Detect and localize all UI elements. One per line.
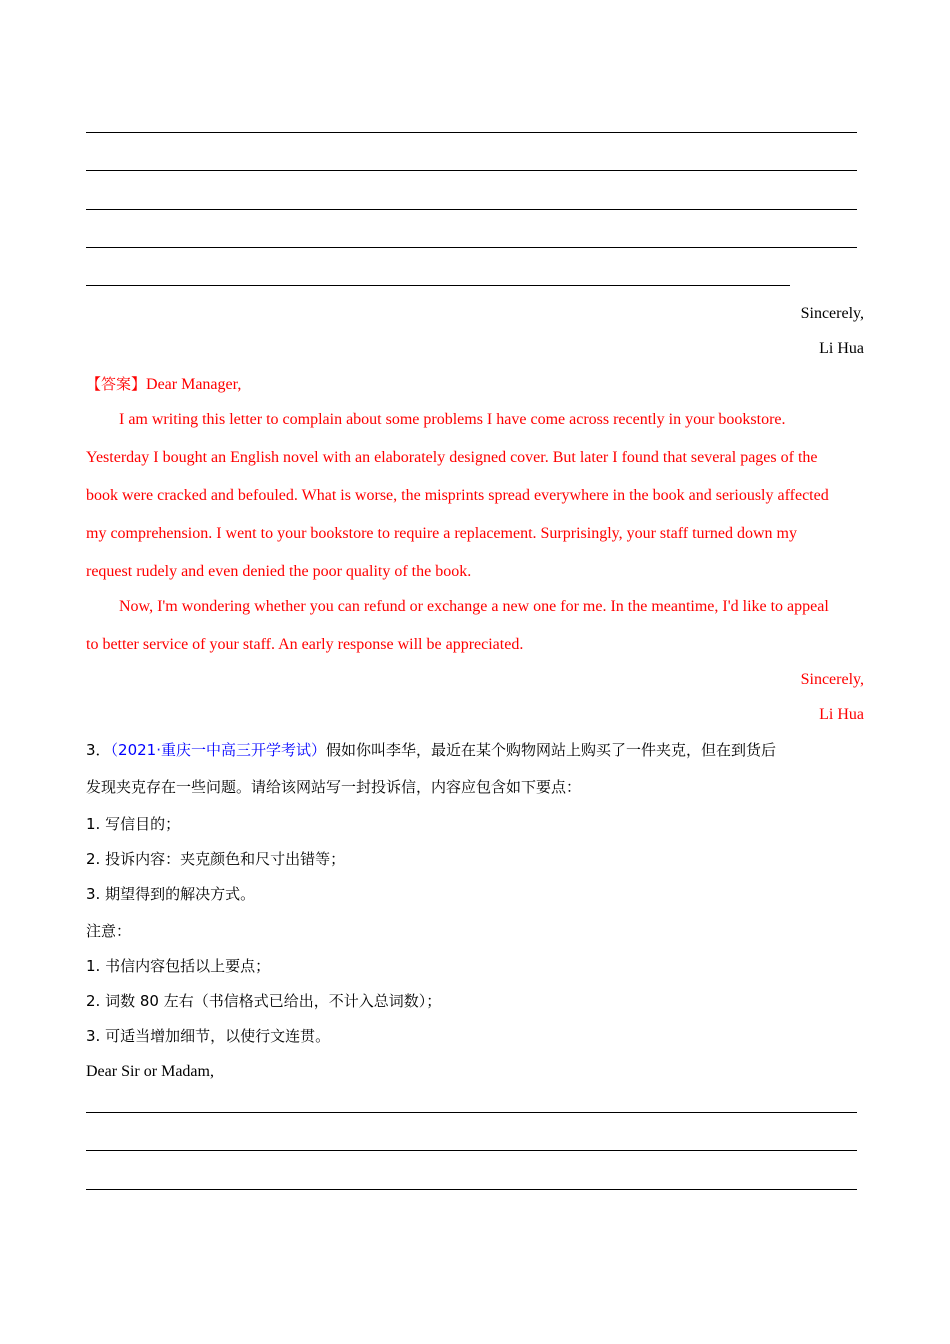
note-item: 1. 书信内容包括以上要点； xyxy=(86,957,271,975)
answer-label: 【答案】 xyxy=(86,375,147,393)
question-source: （2021·重庆一中高三开学考试） xyxy=(110,741,326,759)
question-3-prompt xyxy=(86,740,864,761)
writing-line xyxy=(86,1150,857,1151)
answer-closing: Sincerely, xyxy=(800,671,864,688)
question-point: 3. 期望得到的解决方式。 xyxy=(86,885,256,903)
question-number: 3． xyxy=(86,741,111,759)
letter-salutation: Dear Sir or Madam, xyxy=(86,1063,214,1080)
answer-salutation: Dear Manager, xyxy=(146,376,242,393)
question-prompt-line: 发现夹克存在一些问题。请给该网站写一封投诉信，内容应包含如下要点： xyxy=(86,778,582,796)
answer-paragraph-line: I am writing this letter to complain about some problems I have come across recently in your bookstore. xyxy=(119,411,786,428)
writing-line xyxy=(86,132,857,133)
answer-paragraph-line: Yesterday I bought an English novel with an elaborately designed cover. But later I found that several pages of the xyxy=(86,449,818,466)
question-point: 2. 投诉内容：夹克颜色和尺寸出错等； xyxy=(86,850,346,868)
writing-line xyxy=(86,1112,857,1113)
notes-label: 注意： xyxy=(86,922,132,940)
answer-paragraph-line: book were cracked and befouled. What is worse, the misprints spread everywhere in the book and seriously affected xyxy=(86,487,829,504)
prior-letter-signature: Li Hua xyxy=(819,340,864,357)
answer-signature: Li Hua xyxy=(819,706,864,723)
prior-letter-closing: Sincerely, xyxy=(800,305,864,322)
writing-line xyxy=(86,209,857,210)
answer-heading xyxy=(86,374,864,395)
note-item: 3. 可适当增加细节，以使行文连贯。 xyxy=(86,1027,331,1045)
answer-paragraph-line: my comprehension. I went to your bookstore to require a replacement. Surprisingly, your staff turned down my xyxy=(86,525,797,542)
answer-paragraph-line: to better service of your staff. An early response will be appreciated. xyxy=(86,636,524,653)
writing-line xyxy=(86,285,790,286)
writing-line xyxy=(86,247,857,248)
writing-line xyxy=(86,170,857,171)
answer-paragraph-line: Now, I'm wondering whether you can refund or exchange a new one for me. In the meantime, I'd like to appeal xyxy=(119,598,829,615)
note-item: 2. 词数 80 左右（书信格式已给出，不计入总词数）； xyxy=(86,992,442,1010)
question-point: 1. 写信目的； xyxy=(86,815,181,833)
question-prompt-line: 假如你叫李华，最近在某个购物网站上购买了一件夹克，但在到货后 xyxy=(326,741,777,759)
writing-line xyxy=(86,1189,857,1190)
answer-paragraph-line: request rudely and even denied the poor quality of the book. xyxy=(86,563,472,580)
